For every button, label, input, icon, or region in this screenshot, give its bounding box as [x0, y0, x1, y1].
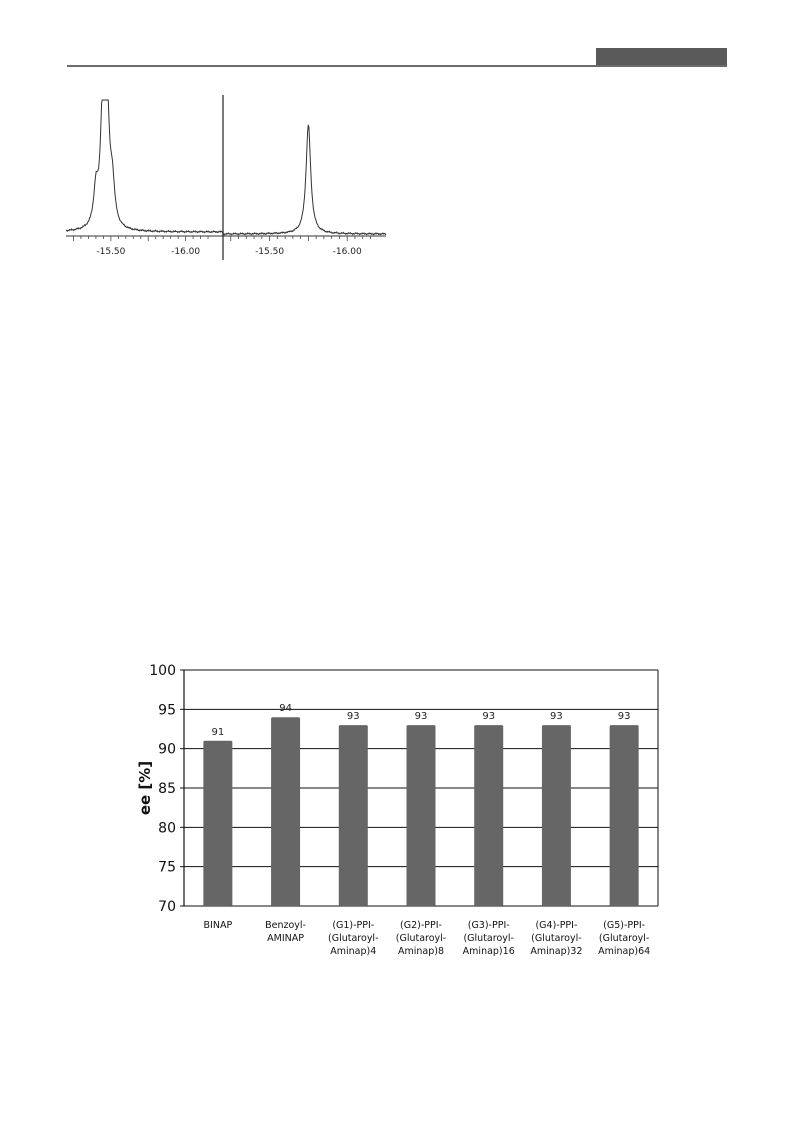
- x-tick-label: Aminap)16: [462, 946, 515, 957]
- nmr-tick-label: -16.00: [171, 247, 201, 257]
- x-tick-label: (G5)-PPI-: [603, 920, 646, 931]
- bar: [407, 725, 436, 906]
- header-tab: [596, 48, 727, 66]
- y-tick-label: 90: [158, 741, 176, 758]
- x-tick-label: (Glutaroyl-: [531, 933, 582, 944]
- nmr-panel-left: [66, 100, 223, 257]
- data-label: 94: [279, 703, 292, 715]
- bar: [610, 725, 639, 906]
- y-tick-label: 85: [158, 781, 176, 797]
- x-tick-label: (Glutaroyl-: [395, 933, 447, 944]
- x-tick-label: Aminap)32: [530, 946, 583, 957]
- x-tick-label: Aminap)4: [330, 946, 377, 957]
- x-tick-label: Aminap)8: [397, 946, 445, 957]
- x-tick-label: AMINAP: [267, 933, 304, 944]
- x-tick-label: (Glutaroyl-: [328, 933, 379, 944]
- data-label: 93: [617, 711, 631, 723]
- y-axis-label: ee [%]: [136, 760, 154, 816]
- y-tick-label: 70: [158, 899, 176, 915]
- nmr-tick-label: -15.50: [255, 247, 285, 257]
- x-tick-label: (G3)-PPI-: [467, 920, 510, 931]
- bar: [203, 741, 232, 906]
- x-tick-label: Benzoyl-: [265, 920, 307, 931]
- x-tick-label: BINAP: [203, 920, 233, 931]
- nmr-spectrum-line: [223, 125, 386, 235]
- nmr-tick-label: -16.00: [332, 247, 362, 257]
- data-label: 93: [482, 711, 496, 723]
- bar: [474, 725, 503, 906]
- x-tick-label: Aminap)64: [598, 946, 651, 957]
- y-tick-label: 80: [158, 820, 176, 837]
- nmr-tick-label: -15.50: [96, 247, 126, 257]
- x-tick-label: (G4)-PPI-: [535, 920, 578, 931]
- y-tick-label: 100: [149, 663, 176, 679]
- data-label: 93: [414, 711, 428, 723]
- data-label: 91: [211, 726, 225, 738]
- nmr-spectrum-figure: [64, 92, 390, 270]
- ee-bar-chart: [130, 660, 670, 980]
- bar: [542, 725, 571, 906]
- data-label: 93: [550, 711, 563, 723]
- data-label: 93: [346, 711, 360, 723]
- y-tick-label: 75: [158, 859, 176, 876]
- y-tick-label: 95: [158, 702, 176, 719]
- x-tick-label: (Glutaroyl-: [598, 933, 650, 944]
- nmr-panel-right: [223, 125, 386, 257]
- bar: [339, 725, 368, 906]
- header-rule: [67, 65, 727, 67]
- bar: [271, 717, 300, 906]
- x-tick-label: (G2)-PPI-: [400, 920, 442, 931]
- x-tick-label: (Glutaroyl-: [463, 933, 514, 944]
- x-tick-label: (G1)-PPI-: [332, 920, 375, 931]
- nmr-spectrum-line: [66, 100, 223, 233]
